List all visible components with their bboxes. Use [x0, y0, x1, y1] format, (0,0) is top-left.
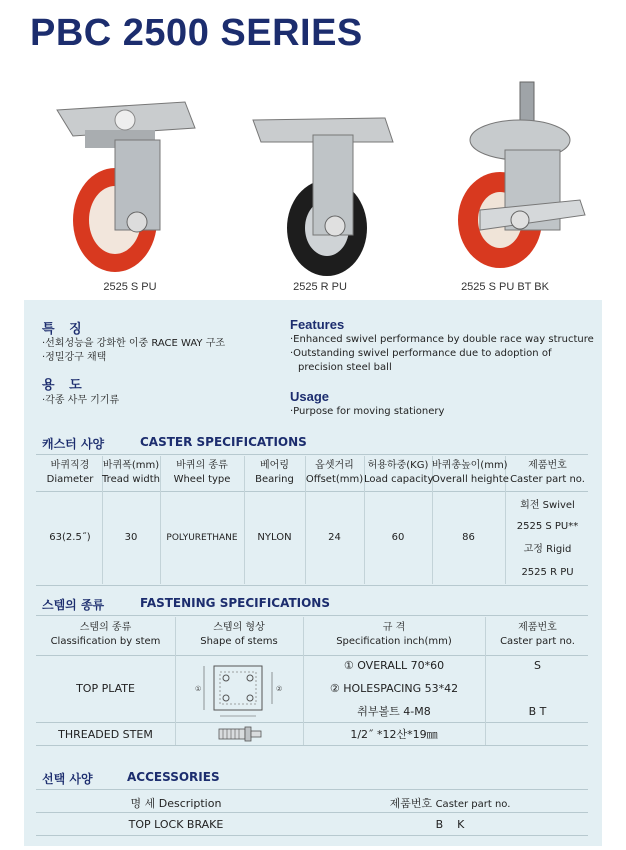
features-en-item: ·Outstanding swivel performance due to adoption of [290, 348, 552, 359]
caster-section-title-kr: 캐스터 사양 [42, 437, 105, 451]
fastening-row-name: TOP PLATE [76, 682, 135, 695]
fastening-header: 스템의 종류 Classification by stem [50, 622, 161, 647]
product-label: 2525 S PU [103, 281, 157, 293]
accessories-header-part: 제품번호 Caster part no. [389, 797, 511, 810]
usage-kr-heading: 용 도 [42, 378, 87, 393]
fastening-row-name: THREADED STEM [58, 728, 153, 741]
fastening-section-title-kr: 스템의 종류 [42, 598, 105, 612]
divider [36, 615, 588, 616]
fastening-section-title-en: FASTENING SPECIFICATIONS [140, 596, 330, 610]
fastening-spec: ① OVERALL 70*60 [343, 659, 445, 672]
caster-threaded-brake-image [420, 80, 590, 280]
product-label: 2525 R PU [293, 281, 347, 293]
accessories-section-title-en: ACCESSORIES [127, 770, 220, 784]
caster-tread-value: 30 [124, 532, 138, 543]
features-kr-heading: 특 징 [42, 322, 87, 337]
drawing-label: ② [276, 685, 283, 693]
product-label: 2525 S PU BT BK [461, 281, 549, 293]
caster-load-value: 60 [391, 532, 405, 543]
caster-header: 베어링 Bearing [255, 460, 294, 485]
features-kr-item: ·정밀강구 채택 [42, 352, 107, 363]
caster-wheel-value: POLYURETHANE [166, 533, 238, 543]
features-en-item: ·Enhanced swivel performance by double race way structure [290, 334, 594, 345]
caster-part-rigid-no: 2525 R PU [521, 567, 574, 578]
fastening-header: 스템의 형상 Shape of stems [200, 622, 278, 647]
caster-header: 옵셋거리 Offset(mm) [305, 460, 364, 485]
divider [36, 835, 588, 836]
features-kr-item: ·선회성능을 강화한 이중 RACE WAY 구조 [42, 338, 226, 349]
caster-diameter-value: 63(2.5˝) [49, 532, 91, 543]
usage-en-heading: Usage [290, 389, 330, 404]
divider [36, 655, 588, 656]
caster-header: 바퀴폭(mm) Tread width [102, 460, 160, 485]
divider [36, 789, 588, 790]
caster-header: 바퀴총높이(mm) Overall heighte [432, 460, 509, 485]
accessories-header-desc: 명 세 Description [130, 797, 222, 810]
fastening-spec: ② HOLESPACING 53*42 [329, 682, 459, 695]
caster-header: 바퀴직경 Diameter [46, 460, 94, 485]
divider [36, 812, 588, 813]
caster-part-swivel: 회전 Swivel [520, 500, 575, 511]
page-title: PBC 2500 SERIES [30, 12, 363, 54]
caster-part-rigid: 고정 Rigid [523, 544, 572, 555]
top-plate-drawing [192, 658, 286, 720]
caster-section-title-en: CASTER SPECIFICATIONS [140, 435, 307, 449]
caster-bearing-value: NYLON [257, 532, 292, 543]
fastening-spec: 취부볼트 4-M8 [357, 705, 431, 718]
caster-rigid-image [235, 80, 405, 280]
usage-kr-item: ·각종 사무 기기류 [42, 395, 120, 406]
divider [36, 745, 588, 746]
caster-height-value: 86 [462, 532, 475, 543]
divider [36, 454, 588, 455]
caster-header: 제품번호 Caster part no. [510, 460, 585, 485]
fastening-part: B T [528, 705, 547, 718]
fastening-part: S [534, 659, 541, 672]
divider [36, 722, 588, 723]
caster-header: 허용하중(KG) Load capacity [364, 460, 434, 485]
caster-header: 바퀴의 종류 Wheel type [173, 460, 231, 485]
accessories-item-desc: TOP LOCK BRAKE [128, 818, 224, 831]
divider [36, 585, 588, 586]
features-en-item: precision steel ball [298, 362, 392, 373]
fastening-header: 규 격 Specification inch(mm) [336, 622, 452, 647]
usage-en-item: ·Purpose for moving stationery [290, 406, 445, 417]
accessories-section-title-kr: 선택 사양 [42, 772, 93, 786]
fastening-spec: 1/2˝ *12산*19㎜ [350, 728, 438, 741]
drawing-label: ① [195, 685, 202, 693]
accessories-item-part: B K [435, 818, 465, 831]
caster-offset-value: 24 [328, 532, 341, 543]
caster-swivel-image [45, 80, 215, 280]
fastening-header: 제품번호 Caster part no. [500, 622, 575, 647]
caster-part-swivel-no: 2525 S PU** [516, 521, 579, 532]
features-en-heading: Features [290, 317, 345, 332]
threaded-stem-drawing [217, 726, 263, 742]
